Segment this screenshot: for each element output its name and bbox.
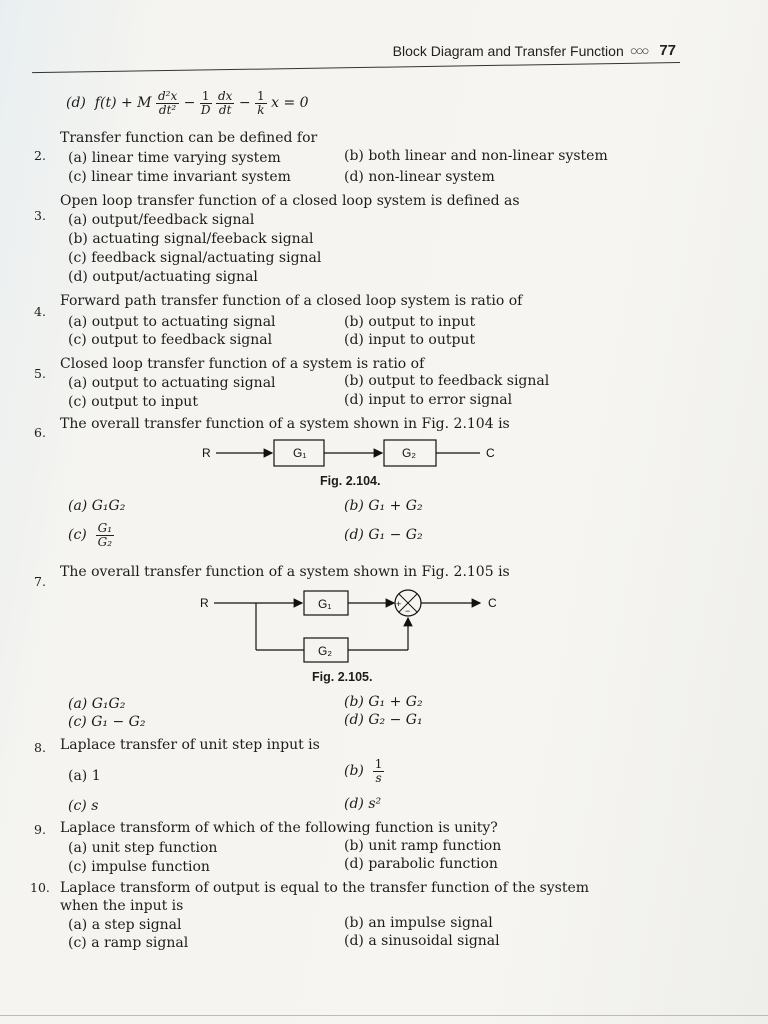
q1d-frac1-den: dt² — [158, 102, 177, 117]
q3-text: Open loop transfer function of a closed loop system is defined as — [60, 193, 520, 209]
q2-number: 2. — [34, 148, 46, 163]
q9-option-b: (b) unit ramp function — [344, 838, 502, 854]
q1-option-d — [66, 90, 309, 116]
q6c-frac — [96, 522, 114, 548]
q1d-frac3-den: dt — [218, 102, 232, 117]
q1d-label: (d) — [66, 95, 86, 112]
q8-option-c: (c) s — [68, 798, 99, 814]
q5-option-d: (d) input to error signal — [344, 392, 513, 408]
q10-option-a: (a) a step signal — [68, 917, 182, 933]
q3-number: 3. — [34, 208, 46, 223]
q10-number: 10. — [30, 880, 50, 895]
q6-option-c — [68, 522, 114, 548]
fig105-caption: Fig. 2.105. — [312, 670, 373, 684]
fig104-block2-label: G₂ — [402, 446, 416, 460]
q7-option-d: (d) G₂ − G₁ — [344, 712, 423, 728]
q1d-frac1 — [156, 90, 179, 116]
fig105-block2-label: G₂ — [318, 644, 332, 658]
q1d-frac2 — [200, 90, 212, 116]
q1d-frac3 — [216, 90, 234, 116]
q6c-num: G₁ — [97, 521, 113, 535]
q10-option-c: (c) a ramp signal — [68, 935, 189, 951]
q6c-label: (c) — [68, 527, 87, 544]
q5-option-b: (b) output to feedback signal — [344, 373, 550, 389]
q3-option-a: (a) output/feedback signal — [68, 212, 255, 228]
q10-option-d: (d) a sinusoidal signal — [344, 933, 500, 949]
q1d-expr-left: f(t) + M — [94, 95, 152, 112]
q1d-minus2: − — [238, 95, 251, 112]
q9-number: 9. — [34, 822, 46, 837]
q2-option-a: (a) linear time varying system — [68, 150, 281, 166]
fig104-input-label: R — [202, 446, 211, 460]
fig105-plus-sign: + — [396, 599, 402, 609]
fig104-block1-label: G₁ — [293, 446, 307, 460]
q8b-frac — [373, 758, 385, 784]
q7-number: 7. — [34, 574, 46, 589]
q5-number: 5. — [34, 366, 46, 381]
q8b-num: 1 — [374, 757, 383, 771]
q10-text-line2: when the input is — [60, 898, 184, 914]
q3-option-d: (d) output/actuating signal — [68, 269, 258, 285]
q8-number: 8. — [34, 740, 46, 755]
q6-option-b: (b) G₁ + G₂ — [344, 498, 423, 514]
q6-option-d: (d) G₁ − G₂ — [344, 527, 423, 543]
page-number: 77 — [659, 42, 676, 59]
q4-number: 4. — [34, 304, 46, 319]
q1d-minus1: − — [183, 95, 196, 112]
q2-option-b: (b) both linear and non-linear system — [344, 148, 608, 164]
fig104-output-label: C — [486, 446, 495, 460]
q9-option-c: (c) impulse function — [68, 859, 210, 875]
q8-text: Laplace transfer of unit step input is — [60, 737, 320, 753]
fig-2-104-diagram — [190, 436, 510, 470]
q2-text: Transfer function can be defined for — [60, 130, 318, 146]
q8-option-a: (a) 1 — [68, 768, 101, 784]
header-title: Block Diagram and Transfer Function — [392, 42, 624, 59]
q9-option-d: (d) parabolic function — [344, 856, 498, 872]
fig104-caption: Fig. 2.104. — [320, 474, 381, 488]
q6-number: 6. — [34, 425, 46, 440]
q4-option-c: (c) output to feedback signal — [68, 332, 273, 348]
fig-2-105-diagram — [190, 586, 510, 664]
q1d-frac2-den: D — [200, 102, 211, 117]
q6-option-a: (a) G₁G₂ — [68, 498, 126, 514]
q1d-expr-right: x = 0 — [271, 95, 309, 112]
q3-option-b: (b) actuating signal/feeback signal — [68, 231, 314, 247]
q6-text: The overall transfer function of a system shown in Fig. 2.104 is — [60, 416, 510, 432]
q1d-frac2-num: 1 — [201, 89, 210, 103]
q4-option-b: (b) output to input — [344, 314, 476, 330]
fig105-minus-sign: − — [405, 606, 411, 616]
fig105-input-label: R — [200, 596, 209, 610]
q1d-frac3-num: dx — [217, 89, 233, 103]
q9-text: Laplace transform of which of the following function is unity? — [60, 820, 498, 836]
q5-option-a: (a) output to actuating signal — [68, 375, 276, 391]
q2-option-d: (d) non-linear system — [344, 169, 495, 185]
fig105-block1-label: G₁ — [318, 597, 332, 611]
q10-text: Laplace transform of output is equal to the transfer function of the system — [60, 880, 590, 896]
q9-option-a: (a) unit step function — [68, 840, 218, 856]
header-ornament: ○○○ — [629, 43, 648, 58]
q8b-label: (b) — [344, 763, 364, 780]
q5-option-c: (c) output to input — [68, 394, 198, 410]
q3-option-c: (c) feedback signal/actuating signal — [68, 250, 322, 266]
q7-option-b: (b) G₁ + G₂ — [344, 694, 423, 710]
q7-option-a: (a) G₁G₂ — [68, 696, 126, 712]
q2-option-c: (c) linear time invariant system — [68, 169, 291, 185]
q4-text: Forward path transfer function of a closed loop system is ratio of — [60, 293, 523, 309]
q4-option-d: (d) input to output — [344, 332, 476, 348]
q7-option-c: (c) G₁ − G₂ — [68, 714, 146, 730]
q1d-frac4-den: k — [257, 102, 265, 117]
q1d-frac4 — [255, 90, 267, 116]
q8b-den: s — [375, 770, 382, 785]
q10-option-b: (b) an impulse signal — [344, 915, 493, 931]
q4-option-a: (a) output to actuating signal — [68, 314, 276, 330]
q7-text: The overall transfer function of a system shown in Fig. 2.105 is — [60, 564, 510, 580]
running-header — [393, 42, 676, 59]
q1d-frac4-num: 1 — [257, 89, 265, 103]
q8-option-d: (d) s² — [344, 796, 382, 812]
fig105-output-label: C — [488, 596, 497, 610]
q6c-den: G₂ — [97, 534, 113, 549]
q8-option-b — [344, 758, 384, 784]
bottom-rule — [0, 1015, 768, 1016]
q1d-frac1-num: d²x — [157, 89, 178, 103]
q5-text: Closed loop transfer function of a system is ratio of — [60, 356, 425, 372]
